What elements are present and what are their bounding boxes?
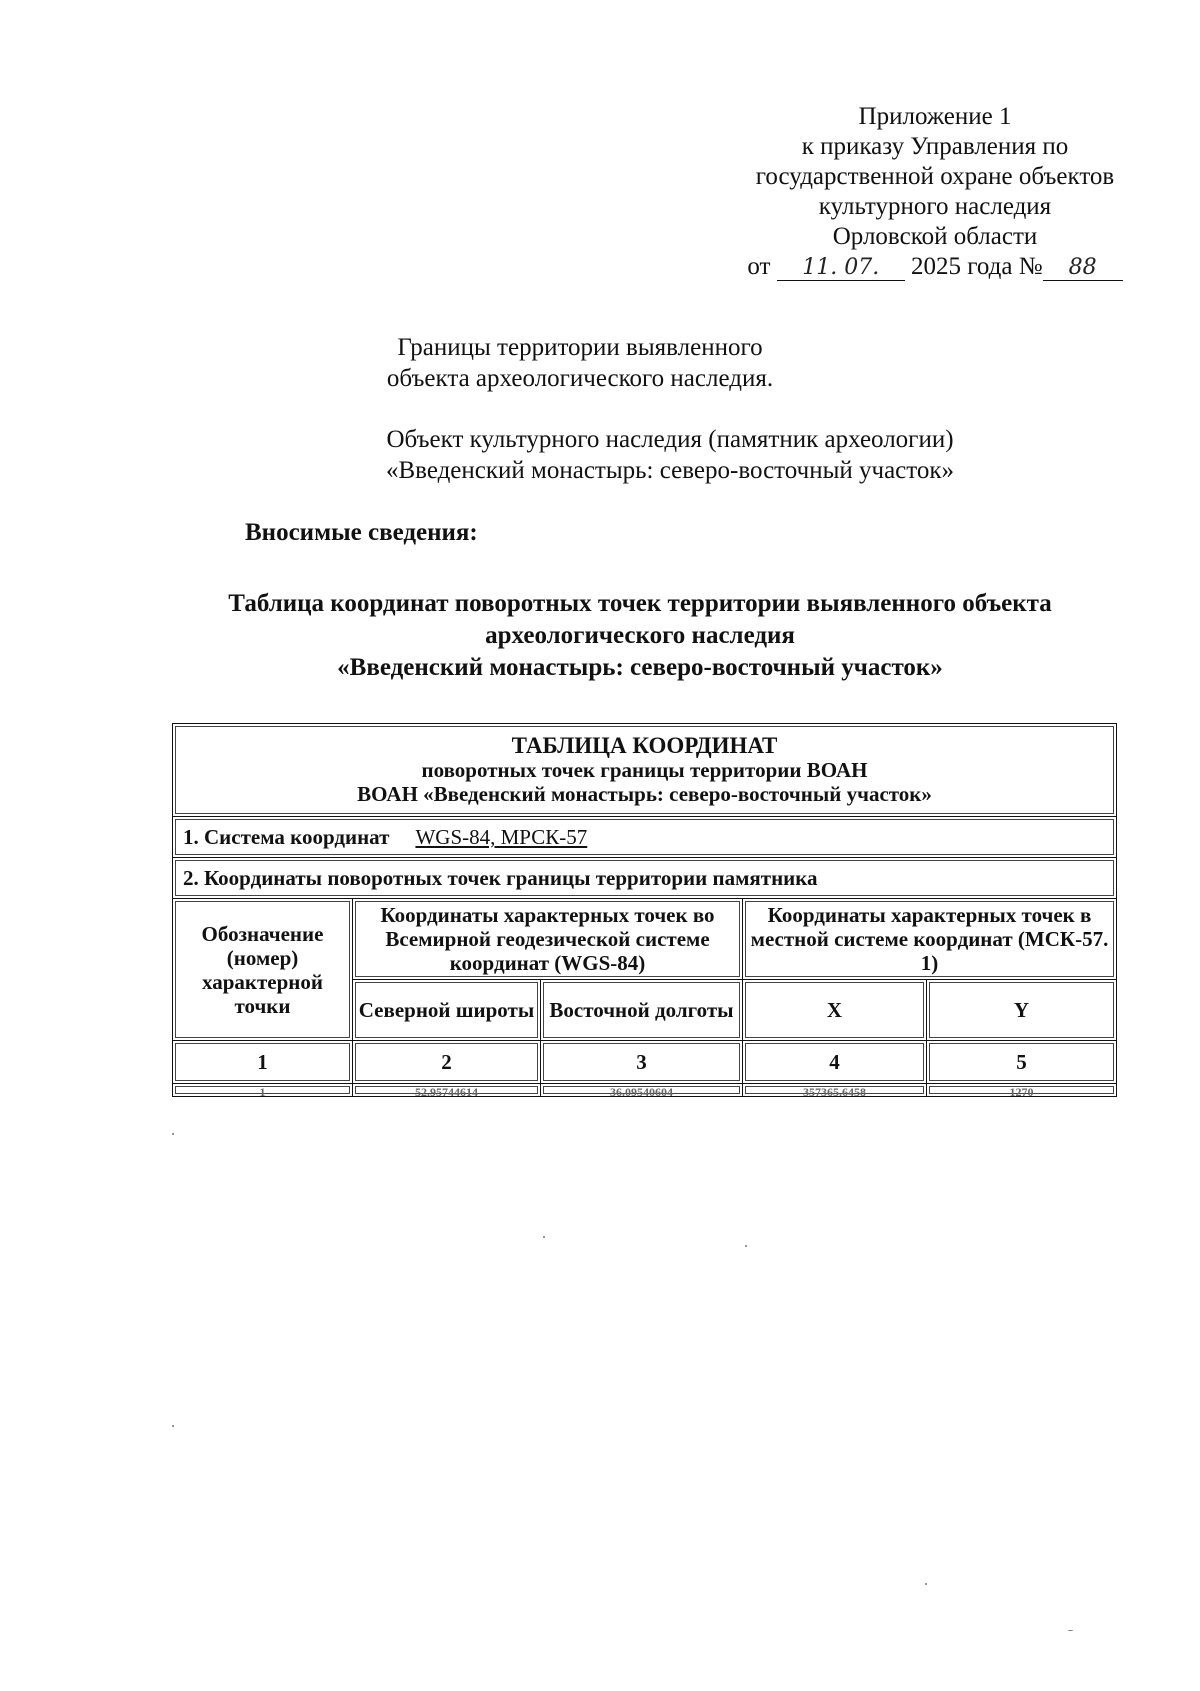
cut-text: 36.09540604: [610, 1085, 673, 1099]
table-header-row: [173, 724, 1117, 817]
object-title-line: «Введенский монастырь: северо-восточный участок»: [385, 457, 955, 484]
subheader-y: Y: [927, 980, 1117, 1041]
table-row-cut: [173, 1084, 1117, 1097]
column-number: 4: [743, 1041, 927, 1084]
date-prefix: от: [747, 253, 771, 280]
table-header-object: ВОАН «Введенский монастырь: северо-восточный участок»: [357, 782, 932, 806]
coordinate-table: [172, 723, 1117, 1097]
appendix-line: государственной охране объектов: [755, 163, 1115, 190]
cut-cell: [353, 1084, 541, 1097]
table-header-subtitle: поворотных точек границы территории ВОАН: [421, 758, 868, 782]
borders-title-line: объекта археологического наследия.: [386, 365, 774, 392]
appendix-line: к приказу Управления по: [801, 133, 1069, 160]
section-heading: Вносимые сведения:: [245, 519, 478, 546]
table-title: [150, 588, 1130, 684]
column-number: 5: [927, 1041, 1117, 1084]
table-title-line: археологического наследия: [485, 622, 795, 649]
column-header-local: Координаты характерных точек в местной системе координат (МСК-57. 1): [743, 899, 1117, 980]
table-row: [173, 817, 1117, 858]
scan-speck: [172, 1133, 174, 1135]
column-number-row: [173, 1041, 1117, 1084]
borders-title-line: Границы территории выявленного: [397, 334, 763, 361]
coordinate-system-value: WGS-84, МРСК-57: [415, 825, 588, 849]
scan-speck: [1068, 1630, 1073, 1631]
table-title-line: Таблица координат поворотных точек территории выявленного объекта: [228, 590, 1052, 617]
subheader-latitude: Северной широты: [353, 980, 541, 1041]
scan-speck: [543, 1236, 545, 1238]
cut-cell: [541, 1084, 743, 1097]
cut-cell: [927, 1084, 1117, 1097]
object-title-line: Объект культурного наследия (памятник археологии): [386, 426, 954, 453]
appendix-line: Приложение 1: [858, 103, 1012, 130]
table-header-title: ТАБЛИЦА КООРДИНАТ: [511, 733, 778, 758]
column-number: 1: [173, 1041, 353, 1084]
coordinate-system-label: 1. Система координат: [183, 825, 390, 849]
table-header-cell: [173, 724, 1117, 817]
cut-text: 357365.6458: [803, 1085, 866, 1099]
order-date-line: [720, 252, 1150, 282]
appendix-line: культурного наследия: [818, 193, 1052, 220]
cut-text: 1270: [1009, 1085, 1034, 1099]
handwritten-order-number: 88: [1043, 256, 1123, 281]
section-label-cell: 2. Координаты поворотных точек границы территории памятника: [173, 858, 1117, 899]
borders-title: [300, 332, 860, 394]
cut-cell: [173, 1084, 353, 1097]
column-header-row: [173, 899, 1117, 980]
appendix-header: [720, 102, 1150, 282]
appendix-line: Орловской области: [832, 223, 1038, 250]
object-title: [300, 424, 1040, 486]
handwritten-date: 11. 07.: [777, 256, 905, 281]
coordinate-table-container: [172, 723, 1116, 1097]
subheader-longitude: Восточной долготы: [541, 980, 743, 1041]
cut-cell: [743, 1084, 927, 1097]
table-row: [173, 858, 1117, 899]
subheader-x: X: [743, 980, 927, 1041]
scan-speck: [172, 1425, 174, 1427]
column-number: 2: [353, 1041, 541, 1084]
coordinate-system-cell: [173, 817, 1117, 858]
scan-speck: [745, 1245, 747, 1247]
column-number: 3: [541, 1041, 743, 1084]
scan-speck: [925, 1583, 927, 1585]
cut-text: 1: [259, 1085, 266, 1099]
column-header-point: Обозначение (номер) характерной точки: [173, 899, 353, 1041]
column-header-wgs: Координаты характерных точек во Всемирной геодезической системе координат (WGS-84): [353, 899, 743, 980]
cut-text: 52.95744614: [415, 1085, 478, 1099]
year-text: 2025 года №: [911, 253, 1043, 280]
table-title-line: «Введенский монастырь: северо-восточный участок»: [337, 654, 943, 681]
